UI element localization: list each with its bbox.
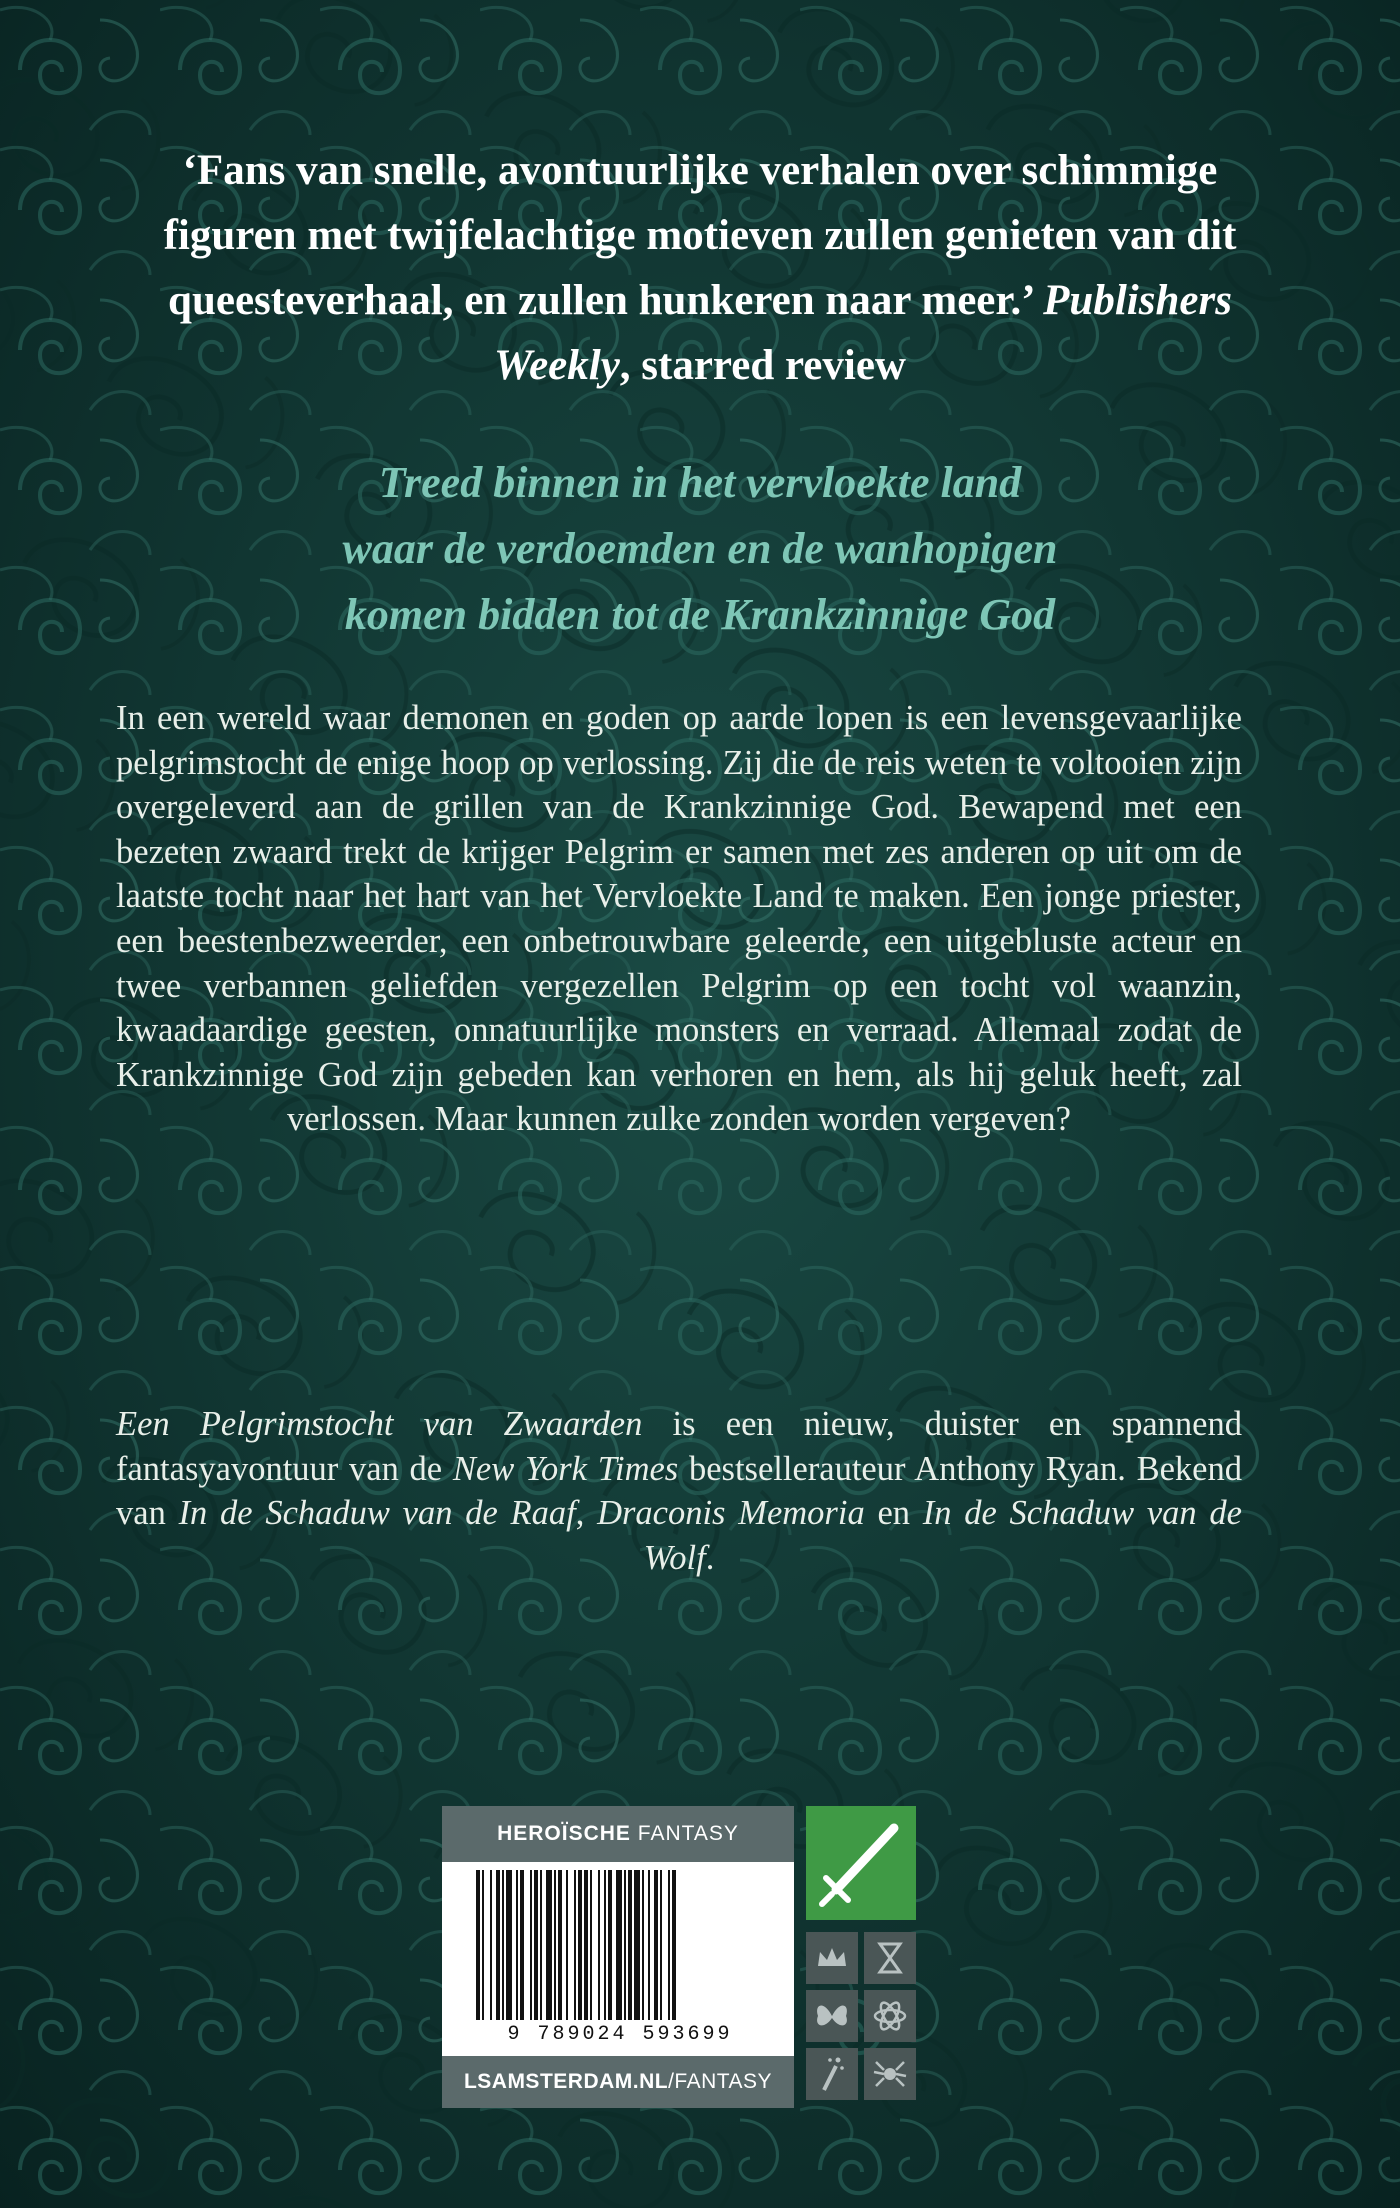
blurb-text: In een wereld waar demonen en goden op aarde lopen is een levensgevaarlijke pelgrimstocht de enige hoop op verlossing. Zij die de reis weten te voltooien zijn overgeleverd aan de grillen van de Krankzinnige God. Bewapend met een bezeten zwaard trekt de krijger Pelgrim er samen met zes anderen op uit om de laatste tocht naar het hart van het Vervloekte Land te maken. Een jonge priester, een beestenbezweerder, een onbetrouwbare geleerde, een uitgebluste acteur en twee verbannen geliefden vergezellen Pelgrim op een tocht vol waanzin, kwaadaardige geesten, onnatuurlijke monsters en verraad. Allemaal zodat de Krankzinnige God zijn gebeden kan verhoren en hem, als hij geluk heeft, zal verlossen. Maar kunnen zulke zonden worden vergeven? <box>116 699 1242 1139</box>
hourglass-icon <box>864 1932 916 1984</box>
tagline <box>140 450 1260 648</box>
barcode-bar <box>530 1870 532 2020</box>
barcode-bar <box>554 1870 556 2020</box>
barcode-bar <box>590 1870 592 2020</box>
about-text-part: is een nieuw, duister en spannend fantasyavontuur van de <box>116 1405 1242 1488</box>
website-bold: LSAMSTERDAM.NL <box>463 2070 669 2093</box>
barcode-bar <box>490 1870 492 2020</box>
barcode-bar <box>574 1870 576 2020</box>
spider-genre-box <box>864 2048 916 2100</box>
tagline-line: Treed binnen in het vervloekte land <box>378 458 1022 507</box>
isbn-number: 9 789024 593699 <box>507 2023 733 2046</box>
barcode-bar <box>634 1870 640 2020</box>
genre-label-bold: HEROÏSCHE <box>497 1822 631 1845</box>
barcode-bar <box>660 1870 662 2020</box>
atom-genre-box <box>864 1990 916 2042</box>
book-title: Een Pelgrimstocht van Zwaarden <box>116 1405 643 1443</box>
barcode-bar <box>546 1870 552 2020</box>
barcode-bar <box>558 1870 562 2020</box>
barcode-bar <box>506 1870 512 2020</box>
barcode-bar <box>566 1870 568 2020</box>
barcode-bar <box>672 1870 676 2020</box>
barcode-bar <box>628 1870 632 2020</box>
barcode-bar <box>482 1870 484 2020</box>
crown-genre-box <box>806 1932 858 1984</box>
other-work: In de Schaduw van de Raaf <box>178 1494 576 1533</box>
barcode-bar <box>496 1870 500 2020</box>
about-text-part: en <box>864 1494 923 1533</box>
review-quote <box>150 138 1250 398</box>
atom-icon <box>864 1990 916 2042</box>
spider-icon <box>864 2048 916 2100</box>
quote-source: Publishers Weekly <box>494 277 1232 389</box>
sword-genre-box <box>806 1806 916 1920</box>
website-label <box>442 2056 794 2108</box>
genre-label <box>442 1806 794 1862</box>
crown-icon <box>806 1932 858 1984</box>
tagline-line: komen bidden tot de Krankzinnige God <box>344 590 1056 639</box>
about-text-part: , <box>575 1494 598 1533</box>
wand-icon <box>806 2048 858 2100</box>
barcode-bar <box>608 1870 612 2020</box>
newspaper-name: New York Times <box>452 1449 679 1488</box>
other-work: Draconis Memoria <box>597 1494 865 1533</box>
barcode-bar <box>648 1870 650 2020</box>
butterfly-genre-box <box>806 1990 858 2042</box>
barcode-bar <box>624 1870 626 2020</box>
barcode-bar <box>616 1870 622 2020</box>
about-text-part: bestsellerauteur Anthony Ryan. Bekend van <box>116 1449 1242 1533</box>
barcode-bar <box>654 1870 658 2020</box>
tagline-line: waar de verdoemden en de wanhopigen <box>342 524 1058 573</box>
website-rest: /FANTASY <box>668 2070 773 2093</box>
barcode-bar <box>668 1870 670 2020</box>
barcode-bar <box>578 1870 582 2020</box>
barcode-bar <box>642 1870 644 2020</box>
barcode-bar <box>534 1870 538 2020</box>
quote-source-suffix: , starred review <box>619 342 906 389</box>
genre-label-rest: FANTASY <box>630 1822 739 1845</box>
barcode-bar <box>516 1870 518 2020</box>
barcode-bar <box>476 1870 480 2020</box>
wand-genre-box <box>806 2048 858 2100</box>
barcode-bar <box>604 1870 606 2020</box>
other-work: In de Schaduw van de Wolf <box>643 1494 1242 1577</box>
barcode-bar <box>598 1870 600 2020</box>
about-text <box>116 1402 1242 1580</box>
butterfly-icon <box>806 1990 858 2042</box>
barcode-bar <box>584 1870 588 2020</box>
barcode-bar <box>540 1870 542 2020</box>
barcode-bar <box>502 1870 504 2020</box>
hourglass-genre-box <box>864 1932 916 1984</box>
sword-icon <box>806 1806 916 1920</box>
barcode <box>474 1870 764 2020</box>
quote-text: ‘Fans van snelle, avontuurlijke verhalen over schimmige figuren met twijfelachtige motieven zullen genieten van dit queesteverhaal, en zullen hunkeren naar meer.’ <box>163 147 1237 324</box>
barcode-bar <box>520 1870 524 2020</box>
about-text-part: . <box>705 1538 715 1577</box>
